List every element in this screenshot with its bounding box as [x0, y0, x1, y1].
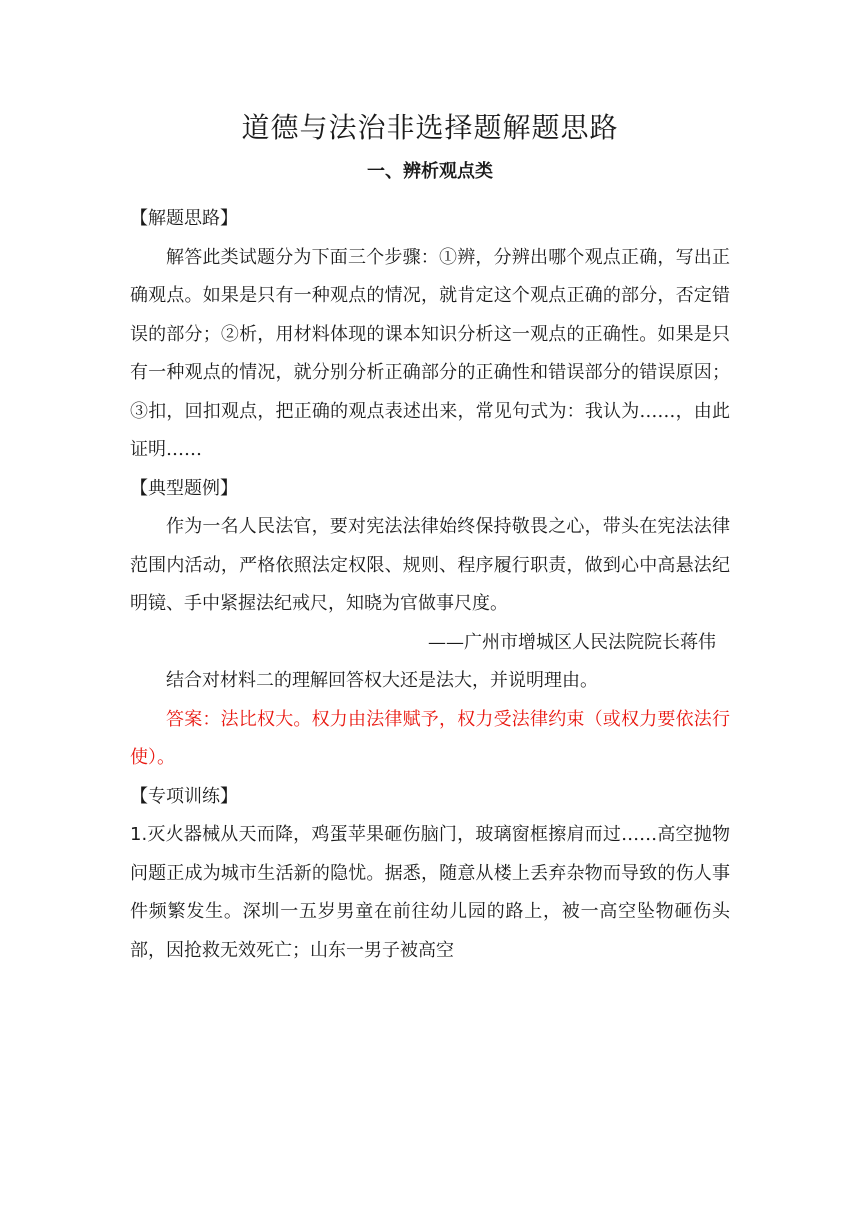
approach-heading: 【解题思路】	[130, 208, 238, 229]
training-item-number: 1.	[130, 824, 148, 845]
training-item-text: 灭火器械从天而降，鸡蛋苹果砸伤脑门，玻璃窗框擦肩而过……高空抛物问题正成为城市生活新的隐忧。据悉，随意从楼上丢弃杂物而导致的伤人事件频繁发生。深圳一五岁男童在前往幼儿园的路上，被一高空坠物砸伤头部，因抢救无效死亡；山东一男子被高空	[130, 824, 730, 961]
section-subtitle: 一、辨析观点类	[367, 161, 493, 182]
training-heading: 【专项训练】	[130, 785, 238, 807]
document-body	[130, 200, 730, 970]
example-heading: 【典型题例】	[130, 477, 238, 499]
example-answer: 答案：法比权大。权力由法律赋予，权力受法律约束（或权力要依法行使）。	[130, 708, 730, 768]
approach-paragraph: 解答此类试题分为下面三个步骤：①辨，分辨出哪个观点正确，写出正确观点。如果是只有一种观点的情况，就肯定这个观点正确的部分，否定错误的部分；②析，用材料体现的课本知识分析这一观点的正确性。如果是只有一种观点的情况，就分别分析正确部分的正确性和错误部分的错误原因；③扣，回扣观点，把正确的观点表述出来，常见句式为：我认为……，由此证明……	[130, 246, 730, 460]
example-source: ——广州市增城区人民法院院长蒋伟	[428, 631, 716, 653]
example-question: 结合对材料二的理解回答权大还是法大，并说明理由。	[166, 670, 598, 691]
training-item	[130, 816, 730, 970]
document-title: 道德与法治非选择题解题思路	[241, 111, 619, 144]
example-material: 作为一名人民法官，要对宪法法律始终保持敬畏之心，带头在宪法法律范围内活动，严格依照法定权限、规则、程序履行职责，做到心中高悬法纪明镜、手中紧握法纪戒尺，知晓为官做事尺度。	[130, 516, 730, 614]
